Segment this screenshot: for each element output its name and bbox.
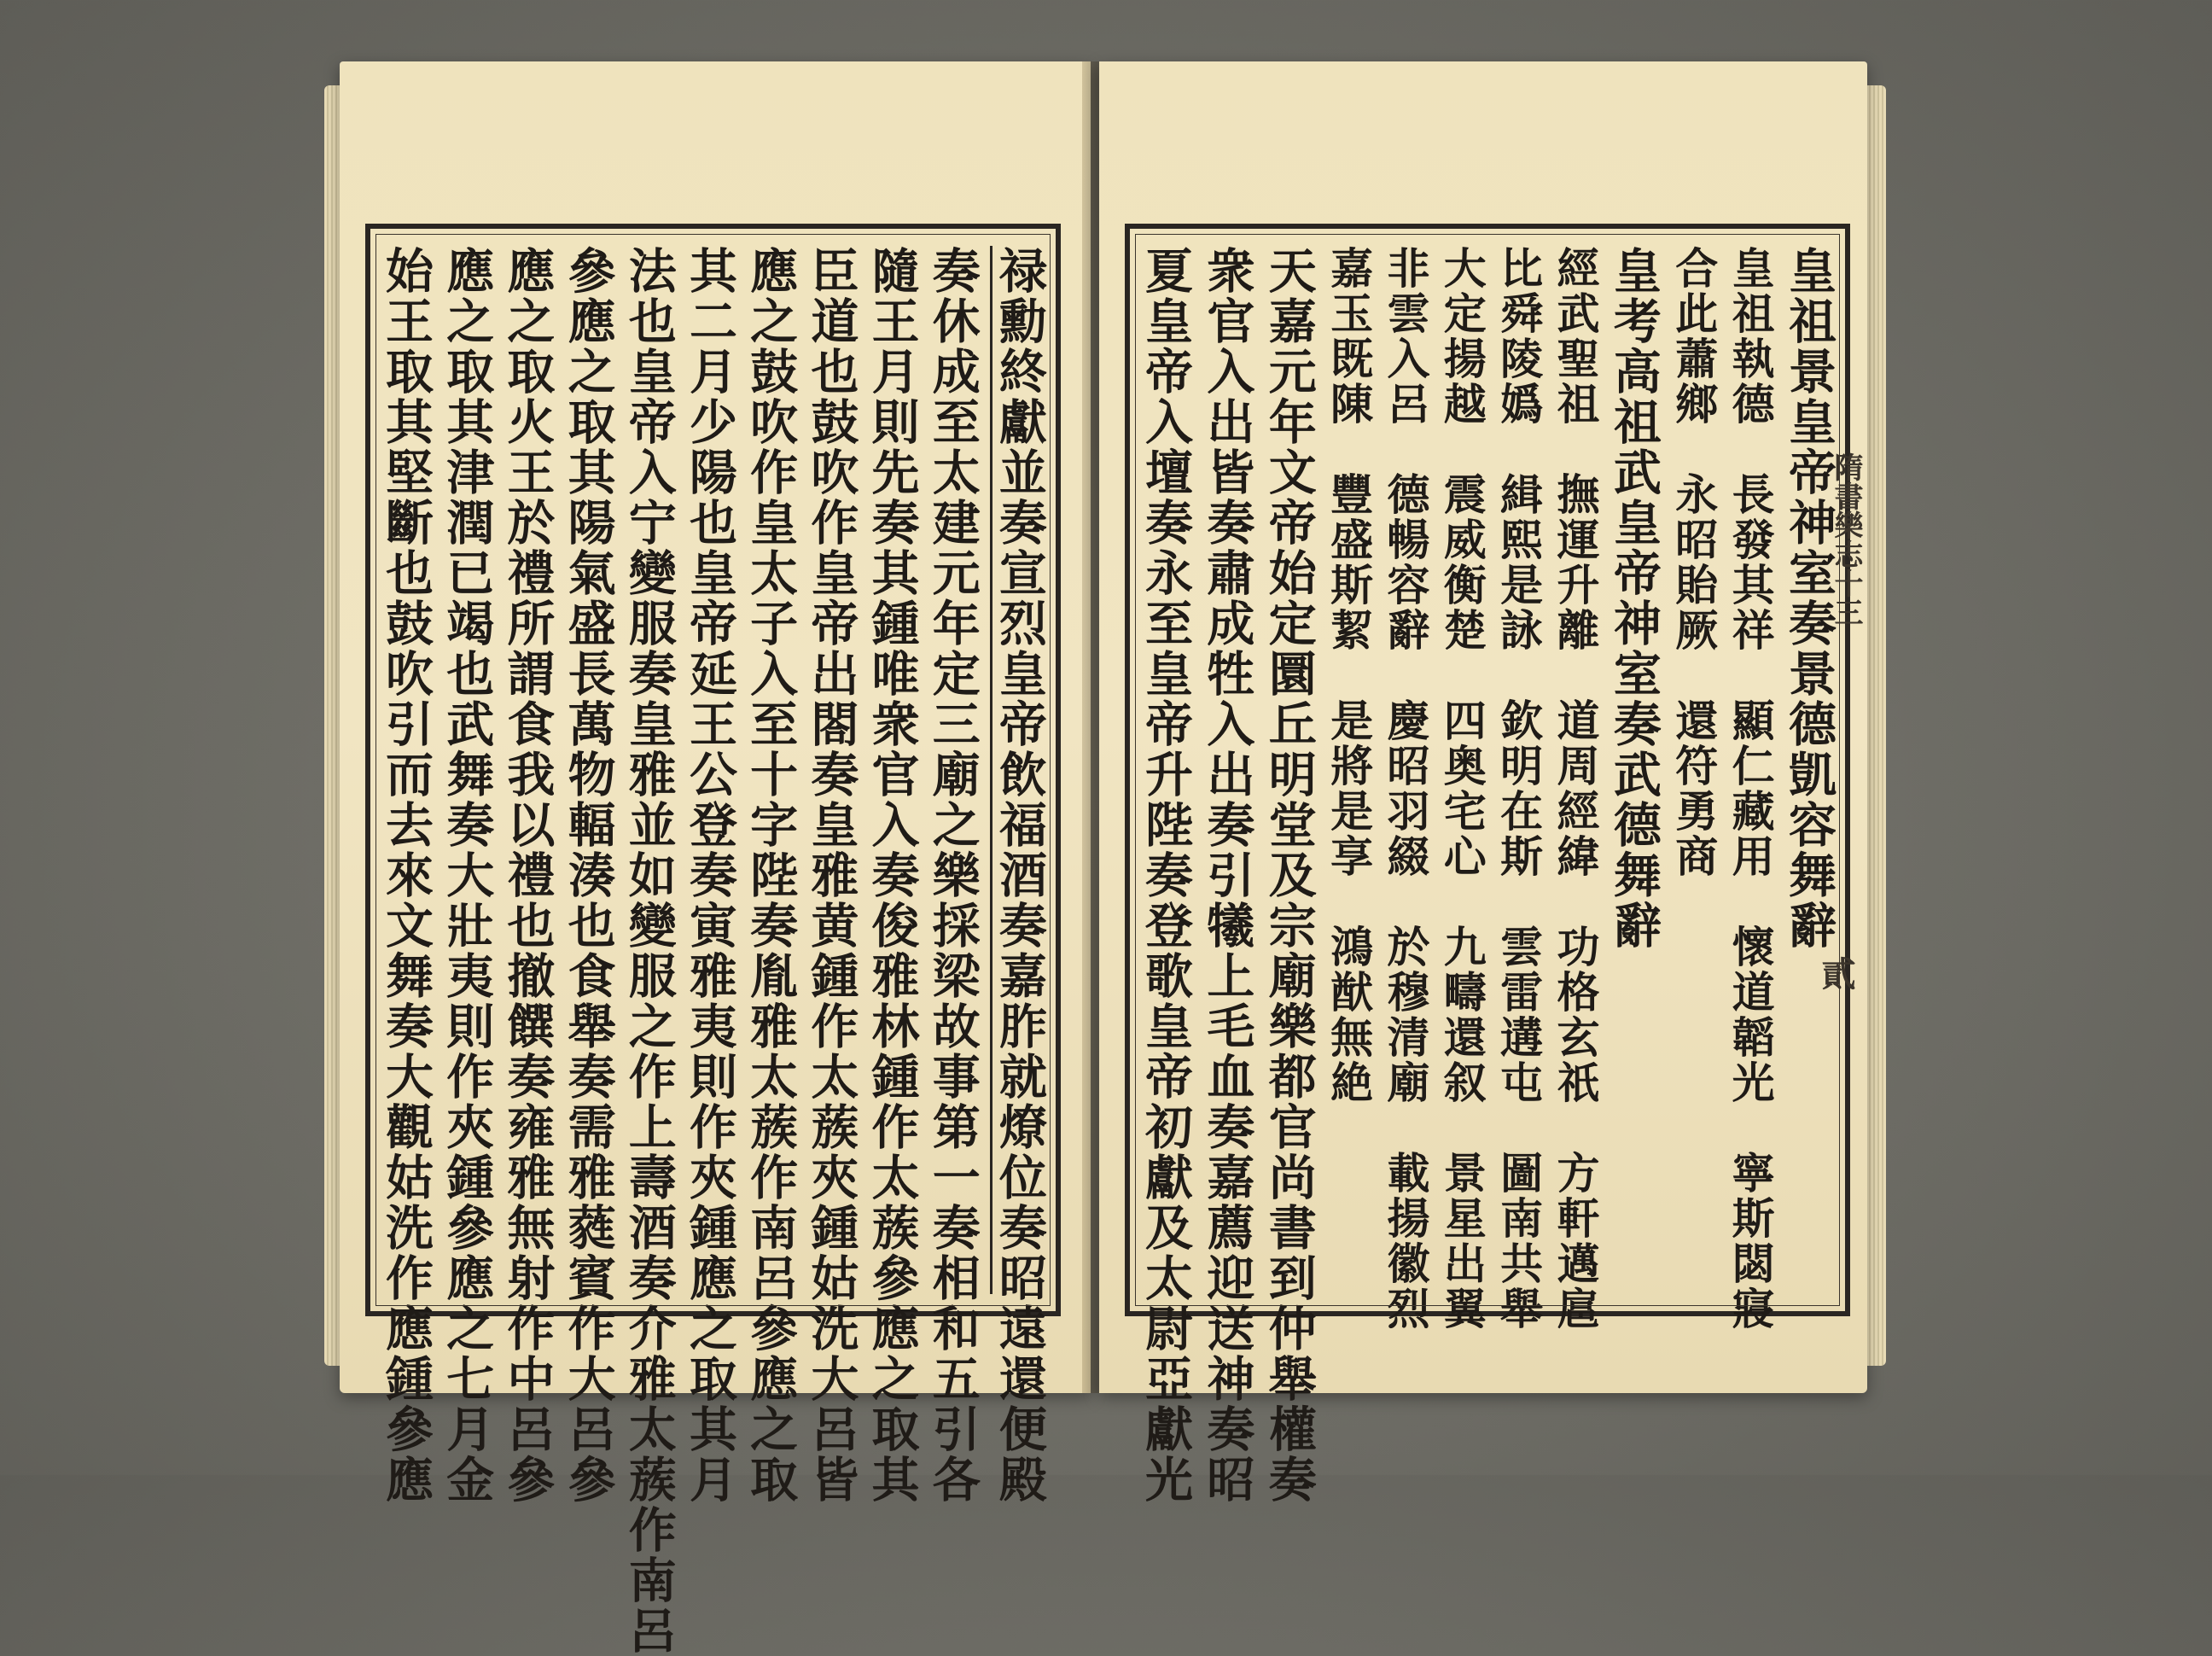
text-column: 法也皇帝入宁變服奏皇雅並如變服之作上壽酒奏介雅太蔟作南呂 xyxy=(620,246,678,1656)
text-column: 皇考高祖武皇帝神室奏武德舞辭 xyxy=(1605,246,1662,951)
text-column: 應之取火王於禮所謂食我以禮也撤饌奏雍雅無射作中呂參 xyxy=(499,246,556,1505)
text-column: 天嘉元年文帝始定圜丘明堂及宗廟樂都官尚書到仲舉權奏 xyxy=(1260,246,1318,1505)
text-column: 臣道也鼓吹作皇帝出閤奏皇雅黄鍾作太蔟夾鍾姑洗大呂皆 xyxy=(803,246,860,1505)
text-column: 始王取其堅斷也鼓吹引而去來文舞奏大觀姑洗作應鍾參應 xyxy=(378,246,434,1505)
margin-title: 隋書樂志十三 xyxy=(1829,452,1863,627)
text-column: 禄勳終獻並奏宣烈皇帝飲福酒奏嘉胙就燎位奏昭遠還便殿 xyxy=(991,246,1048,1505)
text-column: 經武聖祖 撫運升離 道周經緯 功格玄祇 方軒邁扈 xyxy=(1550,246,1601,1332)
page-number: 貳 xyxy=(1816,956,1856,990)
text-column: 大定揚越 震威衡楚 四奥宅心 九疇還叙 景星出翼 xyxy=(1436,246,1487,1332)
right-print-frame xyxy=(1125,224,1850,1505)
text-column: 應之鼓吹作皇太子入至十字陛奏胤雅太蔟作南呂參應之取 xyxy=(742,246,800,1505)
right-page xyxy=(1099,61,1867,1505)
text-column: 參應之取其陽氣盛長萬物輻湊也食舉奏需雅蕤賓作大呂參 xyxy=(560,246,617,1505)
text-column: 皇祖景皇帝神室奏景德凱容舞辭 xyxy=(1780,246,1837,951)
text-column: 嘉玉既陳 豐盛斯絜 是將是享 鴻猷無絶 xyxy=(1324,246,1375,1105)
text-column: 衆官入出皆奏肅成牲入出奏引犧上毛血奏嘉薦迎送神奏昭 xyxy=(1199,246,1256,1505)
open-book xyxy=(324,51,1886,1656)
left-text-columns xyxy=(378,246,1048,1656)
text-column: 隨王月則先奏其鍾唯衆官入奏俊雅林鍾作太蔟參應之取其 xyxy=(864,246,921,1505)
text-column: 合此蕭鄉 永昭貽厥 還符勇商 xyxy=(1668,246,1720,879)
right-text-columns xyxy=(1138,246,1837,1505)
text-column: 夏皇帝入壇奏永至皇帝升陛奏登歌皇帝初獻及太尉亞獻光 xyxy=(1138,246,1194,1505)
text-column: 非雲入呂 德暢容辭 慶昭羽綴 於穆清廟 載揚徽烈 xyxy=(1380,246,1431,1332)
text-column: 其二月少陽也皇帝延王公登奏寅雅夷則作夾鍾應之取其月 xyxy=(681,246,738,1505)
text-column: 應之取其津潤已竭也武舞奏大壯夷則作夾鍾參應之七月金 xyxy=(439,246,496,1505)
text-column: 比舜陵嬀 緝熙是詠 欽明在斯 雲雷遘屯 圖南共舉 xyxy=(1493,246,1545,1332)
left-page xyxy=(340,61,1091,1656)
text-column: 奏休成至太建元年定三廟之樂採梁故事第一奏相和五引各 xyxy=(924,246,981,1505)
left-print-frame xyxy=(365,224,1061,1656)
text-column: 皇祖執德 長發其祥 顯仁藏用 懷道韜光 寧斯閟寢 xyxy=(1725,246,1776,1332)
